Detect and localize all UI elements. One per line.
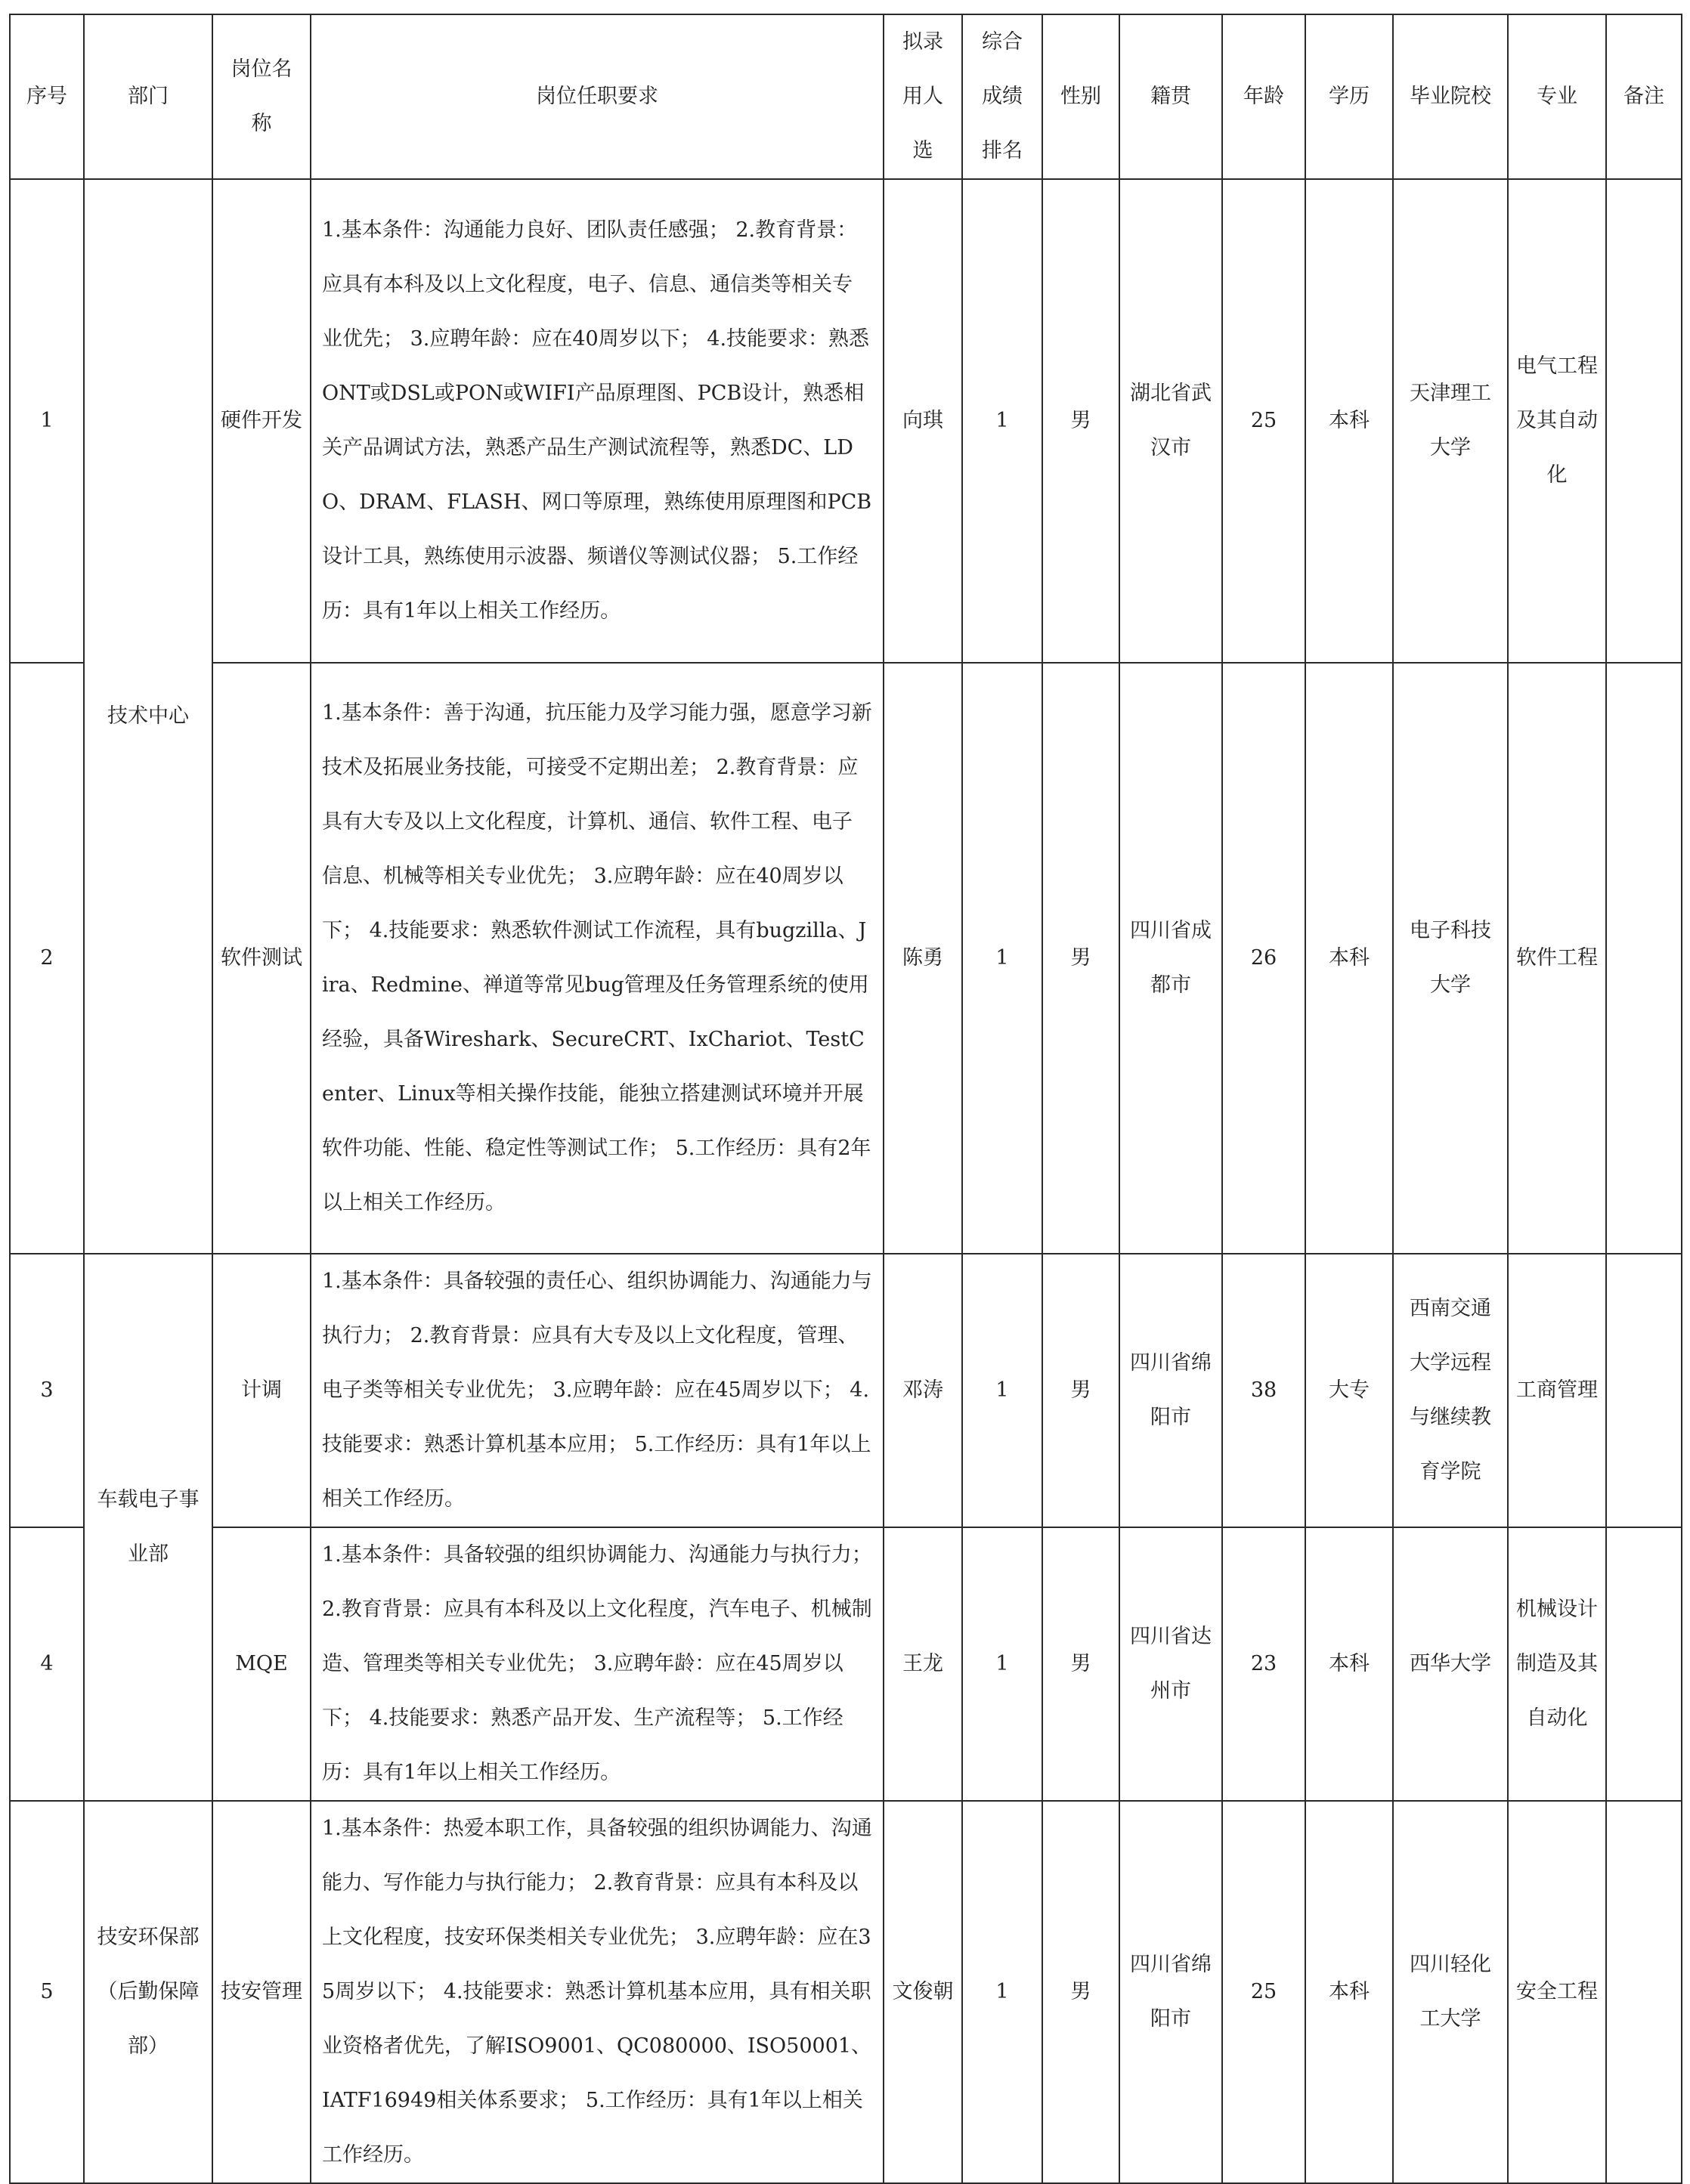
cell-school: 四川轻化工大学 [1393, 1801, 1508, 2183]
cell-position: 硬件开发 [212, 179, 311, 663]
cell-position: 技安管理 [212, 1801, 311, 2183]
cell-native-place: 湖北省武汉市 [1119, 179, 1222, 663]
cell-education: 本科 [1305, 663, 1393, 1254]
header-gender: 性别 [1042, 14, 1119, 179]
header-native-place: 籍贯 [1119, 14, 1222, 179]
cell-requirements: 1.基本条件：沟通能力良好、团队责任感强； 2.教育背景：应具有本科及以上文化程度，电子、信息、通信类等相关专业优先； 3.应聘年龄：应在40周岁以下； 4.技能要求：熟悉ONT或DSL或PON或WIFI产品原理图、PCB设计，熟悉相关产品调试方法，熟悉产品生产测试流程等，熟悉DC、LDO、DRAM、FLASH、网口等原理，熟练使用原理图和PCB设计工具，熟练使用示波器、频谱仪等测试仪器； 5.工作经历：具有1年以上相关工作经历。 [311, 179, 884, 663]
cell-requirements: 1.基本条件：热爱本职工作，具备较强的组织协调能力、沟通能力、写作能力与执行能力； 2.教育背景：应具有本科及以上文化程度，技安环保类相关专业优先； 3.应聘年龄：应在35周岁以下； 4.技能要求：熟悉计算机基本应用，具有相关职业资格者优先，了解ISO9001、QC080000、ISO50001、IATF16949相关体系要求； 5.工作经历：具有1年以上相关工作经历。 [311, 1801, 884, 2183]
cell-remarks [1606, 1527, 1682, 1801]
table-row [10, 663, 1682, 1254]
cell-rank: 1 [962, 1527, 1042, 1801]
table-row [10, 179, 1682, 663]
cell-school: 西南交通大学远程与继续教育学院 [1393, 1254, 1508, 1527]
cell-gender: 男 [1042, 1254, 1119, 1527]
cell-requirements: 1.基本条件：具备较强的责任心、组织协调能力、沟通能力与执行力； 2.教育背景：应具有大专及以上文化程度，管理、电子类等相关专业优先； 3.应聘年龄：应在45周岁以下； 4.技能要求：熟悉计算机基本应用； 5.工作经历：具有1年以上相关工作经历。 [311, 1254, 884, 1527]
cell-education: 本科 [1305, 1801, 1393, 2183]
cell-remarks [1606, 663, 1682, 1254]
header-row [10, 14, 1682, 179]
cell-seq: 5 [10, 1801, 84, 2183]
cell-rank: 1 [962, 179, 1042, 663]
cell-school: 天津理工大学 [1393, 179, 1508, 663]
candidate-roster-table [9, 14, 1682, 2184]
cell-age: 23 [1222, 1527, 1305, 1801]
cell-seq: 2 [10, 663, 84, 1254]
cell-remarks [1606, 1801, 1682, 2183]
cell-native-place: 四川省达州市 [1119, 1527, 1222, 1801]
cell-native-place: 四川省绵阳市 [1119, 1254, 1222, 1527]
table-row [10, 1801, 1682, 2183]
header-candidate: 拟录用人选 [884, 14, 962, 179]
cell-gender: 男 [1042, 1527, 1119, 1801]
cell-position: 计调 [212, 1254, 311, 1527]
cell-age: 26 [1222, 663, 1305, 1254]
cell-school: 西华大学 [1393, 1527, 1508, 1801]
cell-rank: 1 [962, 1801, 1042, 2183]
header-major: 专业 [1508, 14, 1606, 179]
cell-major: 电气工程及其自动化 [1508, 179, 1606, 663]
cell-candidate: 文俊朝 [884, 1801, 962, 2183]
header-school: 毕业院校 [1393, 14, 1508, 179]
cell-candidate: 邓涛 [884, 1254, 962, 1527]
cell-requirements: 1.基本条件：善于沟通，抗压能力及学习能力强，愿意学习新技术及拓展业务技能，可接受不定期出差； 2.教育背景：应具有大专及以上文化程度，计算机、通信、软件工程、电子信息、机械等相关专业优先； 3.应聘年龄：应在40周岁以下； 4.技能要求：熟悉软件测试工作流程，具有bugzilla、Jira、Redmine、禅道等常见bug管理及任务管理系统的使用经验，具备Wireshark、SecureCRT、IxChariot、TestCenter、Linux等相关操作技能，能独立搭建测试环境并开展软件功能、性能、稳定性等测试工作； 5.工作经历：具有2年以上相关工作经历。 [311, 663, 884, 1254]
cell-seq: 3 [10, 1254, 84, 1527]
cell-dept-auto-electronics: 车载电子事业部 [84, 1254, 212, 1801]
cell-school: 电子科技大学 [1393, 663, 1508, 1254]
cell-age: 25 [1222, 179, 1305, 663]
cell-rank: 1 [962, 1254, 1042, 1527]
header-requirements: 岗位任职要求 [311, 14, 884, 179]
cell-gender: 男 [1042, 663, 1119, 1254]
cell-dept-safety-env: 技安环保部（后勤保障部） [84, 1801, 212, 2183]
table-row [10, 1254, 1682, 1527]
cell-gender: 男 [1042, 179, 1119, 663]
cell-position: MQE [212, 1527, 311, 1801]
cell-education: 本科 [1305, 179, 1393, 663]
header-education: 学历 [1305, 14, 1393, 179]
cell-native-place: 四川省绵阳市 [1119, 1801, 1222, 2183]
cell-major: 安全工程 [1508, 1801, 1606, 2183]
cell-seq: 4 [10, 1527, 84, 1801]
cell-dept-tech-center: 技术中心 [84, 179, 212, 1254]
header-position: 岗位名称 [212, 14, 311, 179]
cell-native-place: 四川省成都市 [1119, 663, 1222, 1254]
cell-age: 38 [1222, 1254, 1305, 1527]
header-seq: 序号 [10, 14, 84, 179]
header-remarks: 备注 [1606, 14, 1682, 179]
cell-major: 软件工程 [1508, 663, 1606, 1254]
cell-gender: 男 [1042, 1801, 1119, 2183]
cell-education: 大专 [1305, 1254, 1393, 1527]
cell-remarks [1606, 1254, 1682, 1527]
header-dept: 部门 [84, 14, 212, 179]
cell-requirements: 1.基本条件：具备较强的组织协调能力、沟通能力与执行力； 2.教育背景：应具有本科及以上文化程度，汽车电子、机械制造、管理类等相关专业优先； 3.应聘年龄：应在45周岁以下； 4.技能要求：熟悉产品开发、生产流程等； 5.工作经历：具有1年以上相关工作经历。 [311, 1527, 884, 1801]
cell-age: 25 [1222, 1801, 1305, 2183]
cell-education: 本科 [1305, 1527, 1393, 1801]
cell-remarks [1606, 179, 1682, 663]
cell-position: 软件测试 [212, 663, 311, 1254]
cell-seq: 1 [10, 179, 84, 663]
cell-candidate: 王龙 [884, 1527, 962, 1801]
cell-rank: 1 [962, 663, 1042, 1254]
cell-major: 机械设计制造及其自动化 [1508, 1527, 1606, 1801]
cell-candidate: 向琪 [884, 179, 962, 663]
header-age: 年龄 [1222, 14, 1305, 179]
cell-major: 工商管理 [1508, 1254, 1606, 1527]
cell-candidate: 陈勇 [884, 663, 962, 1254]
table-row [10, 1527, 1682, 1801]
header-rank: 综合成绩排名 [962, 14, 1042, 179]
